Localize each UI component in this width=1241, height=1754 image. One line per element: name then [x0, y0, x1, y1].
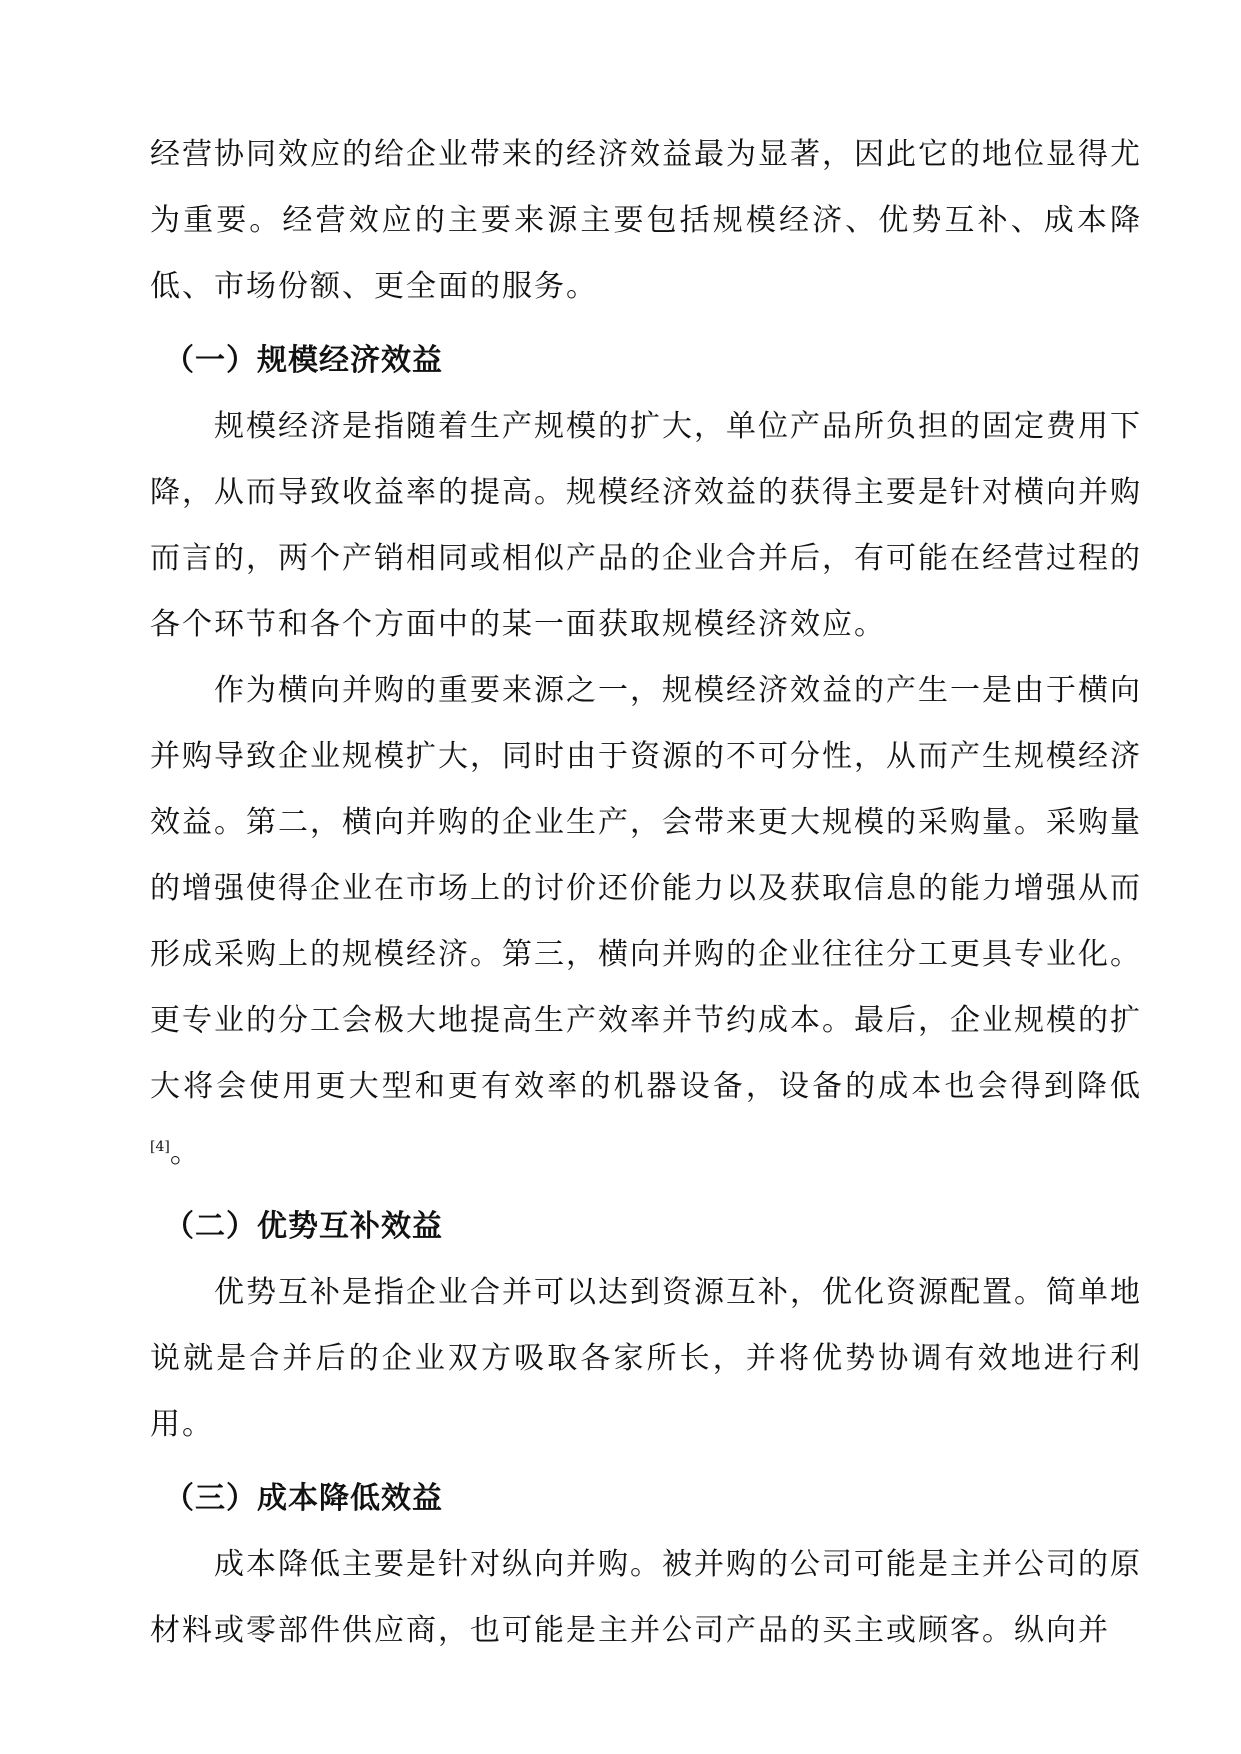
- citation-ref: [4]: [150, 1139, 170, 1155]
- paragraph-complementary: 优势互补是指企业合并可以达到资源互补，优化资源配置。简单地说就是合并后的企业双方吸取各家所长，并将优势协调有效地进行利用。: [150, 1275, 1142, 1442]
- section-heading-1: （一）规模经济效益: [164, 343, 443, 378]
- paragraph-end-punct: 。: [169, 1135, 202, 1170]
- paragraph-horizontal-merger: [150, 658, 1142, 1186]
- paragraph-horizontal-merger-text: 作为横向并购的重要来源之一，规模经济效益的产生一是由于横向并购导致企业规模扩大，同时由于资源的不可分性，从而产生规模经济效益。第二，横向并购的企业生产，会带来更大规模的采购量。采购量的增强使得企业在市场上的讨价还价能力以及获取信息的能力增强从而形成采购上的规模经济。第三，横向并购的企业往往分工更具专业化。更专业的分工会极大地提高生产效率并节约成本。最后，企业规模的扩大将会使用更大型和更有效率的机器设备，设备的成本也会得到降低: [150, 673, 1142, 1104]
- spacer: [150, 1458, 1142, 1466]
- paragraph-scale-economy: 规模经济是指随着生产规模的扩大，单位产品所负担的固定费用下降，从而导致收益率的提高。规模经济效益的获得主要是针对横向并购而言的，两个产销相同或相似产品的企业合并后，有可能在经营过程的各个环节和各个方面中的某一面获取规模经济效应。: [150, 409, 1142, 642]
- paragraph-cost-reduction: 成本降低主要是针对纵向并购。被并购的公司可能是主并公司的原材料或零部件供应商，也可能是主并公司产品的买主或顾客。纵向并: [150, 1547, 1142, 1648]
- document-page: [150, 122, 1142, 1664]
- spacer: [150, 1186, 1142, 1194]
- paragraph-intro: 经营协同效应的给企业带来的经济效益最为显著，因此它的地位显得尤为重要。经营效应的主要来源主要包括规模经济、优势互补、成本降低、市场份额、更全面的服务。: [150, 137, 1142, 304]
- section-heading-2: （二）优势互补效益: [164, 1209, 443, 1244]
- spacer: [150, 320, 1142, 328]
- section-heading-3: （三）成本降低效益: [164, 1481, 443, 1516]
